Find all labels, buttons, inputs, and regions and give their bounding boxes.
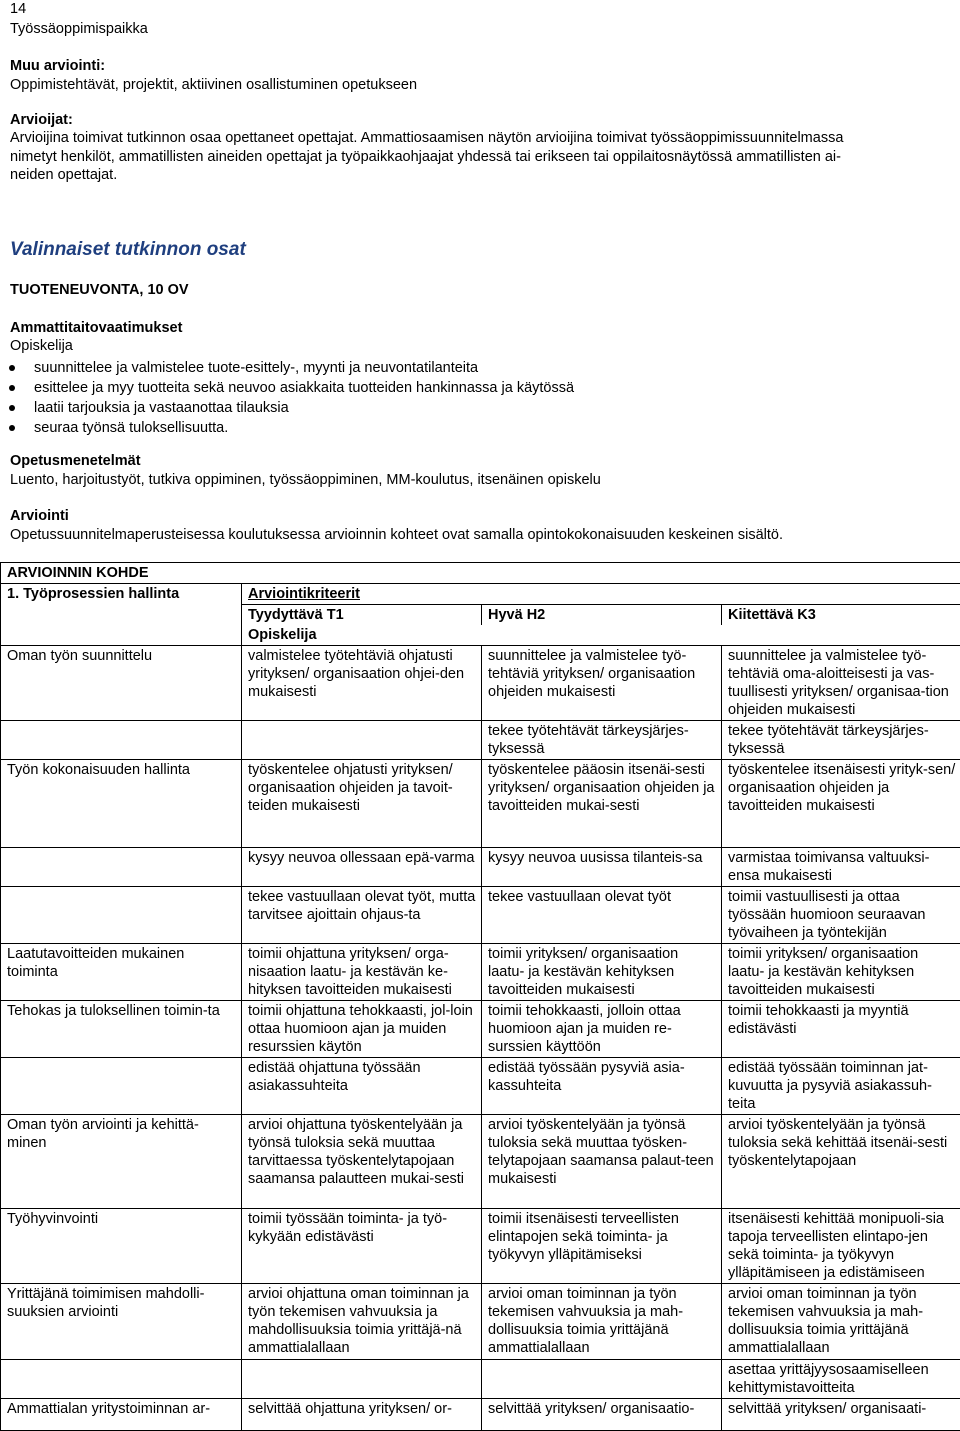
- opetusmenetelmat-text: Luento, harjoitustyöt, tutkiva oppiminen, työssäoppiminen, MM-koulutus, itsenäinen opiskelu: [10, 471, 952, 489]
- empty-cell: [1, 605, 242, 626]
- target-cell: [1, 1058, 242, 1115]
- target-cell: Laatutavoitteiden mukainen toiminta: [1, 944, 242, 1001]
- h2-cell: tekee vastuullaan olevat työt: [482, 887, 722, 944]
- t1-cell: selvittää ohjattuna yrityksen/ or-: [242, 1399, 482, 1431]
- list-item: laatii tarjouksia ja vastaanottaa tilauksia: [10, 399, 952, 419]
- level-h2: Hyvä H2: [482, 605, 722, 626]
- t1-cell: arvioi ohjattuna työskentelyään ja työnsä tuloksia sekä muuttaa tarvittaessa työskentelytapojaan saamansa palautteen mukai-sesti: [242, 1115, 482, 1209]
- h2-cell: toimii itsenäisesti terveellisten elintapojen sekä toiminta- ja työkyvyn ylläpitämiseksi: [482, 1209, 722, 1284]
- t1-cell: työskentelee ohjatusti yrityksen/ organisaation ohjeiden ja tavoit-teiden mukaisesti: [242, 760, 482, 848]
- criteria-rows: [1, 646, 960, 1431]
- target-cell: Yrittäjänä toimimisen mahdolli-suuksien arviointi: [1, 1284, 242, 1360]
- h2-cell: edistää työssään pysyviä asia-kassuhteita: [482, 1058, 722, 1115]
- subject-row: [1, 625, 960, 646]
- h2-cell: suunnittelee ja valmistelee työ-tehtäviä yrityksen/ organisaation ohjeiden mukaisesti: [482, 646, 722, 721]
- criteria-label: Arviointikriteerit: [242, 584, 960, 605]
- table-row: [1, 1001, 960, 1058]
- k3-cell: työskentelee itsenäisesti yrityk-sen/ organisaation ohjeiden ja tavoitteiden mukaisesti: [722, 760, 960, 848]
- h2-cell: tekee työtehtävät tärkeysjärjes-tyksessä: [482, 721, 722, 760]
- target-cell: Työn kokonaisuuden hallinta: [1, 760, 242, 848]
- k3-cell: suunnittelee ja valmistelee työ-tehtäviä oma-aloitteisesti ja vas-tuullisesti yrityksen/ organisaa-tion ohjeiden mukaisesti: [722, 646, 960, 721]
- bullet-icon: [9, 365, 15, 371]
- table-header-row: [1, 584, 960, 605]
- t1-cell: edistää ohjattuna työssään asiakassuhteita: [242, 1058, 482, 1115]
- ammattitaito-subject: Opiskelija: [10, 337, 952, 355]
- bullet-icon: [9, 425, 15, 431]
- k3-cell: arvioi oman toiminnan ja työn tekemisen vahvuuksia ja mah-dollisuuksia toimia yrittäjänä ammattialallaan: [722, 1284, 960, 1360]
- h2-cell: [482, 1360, 722, 1399]
- arviointi-heading: Arviointi: [10, 507, 952, 525]
- ammattitaito-heading: Ammattitaitovaatimukset: [10, 319, 952, 337]
- bullet-icon: [9, 385, 15, 391]
- criteria-table: [0, 562, 960, 1431]
- h2-cell: toimii tehokkaasti, jolloin ottaa huomioon ajan ja muiden re-surssien käyttöön: [482, 1001, 722, 1058]
- k3-cell: selvittää yrityksen/ organisaati-: [722, 1399, 960, 1431]
- table-row: [1, 1115, 960, 1209]
- table-row: [1, 760, 960, 848]
- k3-cell: toimii vastuullisesti ja ottaa työssään huomioon seuraavan työvaiheen ja työntekijän: [722, 887, 960, 944]
- page-number: 14: [10, 0, 952, 18]
- table-row: [1, 1284, 960, 1360]
- h2-cell: työskentelee pääosin itsenäi-sesti yrityksen/ organisaation ohjeiden ja tavoitteiden mukai-sesti: [482, 760, 722, 848]
- section-label: 1. Työprosessien hallinta: [1, 584, 242, 605]
- levels-row: [1, 605, 960, 626]
- h2-cell: selvittää yrityksen/ organisaatio-: [482, 1399, 722, 1431]
- target-cell: Oman työn arviointi ja kehittä-minen: [1, 1115, 242, 1209]
- t1-cell: valmistelee työtehtäviä ohjatusti yrityksen/ organisaation ohjei-den mukaisesti: [242, 646, 482, 721]
- table-row: [1, 1058, 960, 1115]
- muu-text: Oppimistehtävät, projektit, aktiivinen osallistuminen opetukseen: [10, 76, 952, 94]
- target-cell: Työhyvinvointi: [1, 1209, 242, 1284]
- table-title-row: [1, 563, 960, 584]
- arvioijat-line-2: nimetyt henkilöt, ammatillisten aineiden opettajat ja työpaikkaohjaajat yhdessä tai erikseen tai oppilaitosnäytössä ammatillisten ai-: [10, 148, 952, 166]
- section-title: Työssäoppimispaikka: [10, 20, 952, 38]
- target-cell: Oman työn suunnittelu: [1, 646, 242, 721]
- target-cell: [1, 848, 242, 887]
- list-item: esittelee ja myy tuotteita sekä neuvoo asiakkaita tuotteiden hankinnassa ja käytössä: [10, 379, 952, 399]
- module-title: TUOTENEUVONTA, 10 OV: [10, 281, 952, 299]
- h2-cell: arvioi työskentelyään ja työnsä tuloksia sekä muuttaa työsken-telytapojaan saamansa palaut-teen mukaisesti: [482, 1115, 722, 1209]
- k3-cell: toimii yrityksen/ organisaation laatu- ja kestävän kehityksen tavoitteiden mukaisesti: [722, 944, 960, 1001]
- muu-heading: Muu arviointi:: [10, 57, 952, 75]
- k3-cell: itsenäisesti kehittää monipuoli-sia tapoja terveellisten elintapo-jen sekä toiminta- ja työkyvyn ylläpitämiseen ja edistämiseen: [722, 1209, 960, 1284]
- table-subject: Opiskelija: [242, 625, 960, 646]
- h2-cell: toimii yrityksen/ organisaation laatu- ja kestävän kehityksen tavoitteiden mukaisesti: [482, 944, 722, 1001]
- opetusmenetelmat-heading: Opetusmenetelmät: [10, 452, 952, 470]
- target-cell: Ammattialan yritystoiminnan ar-: [1, 1399, 242, 1431]
- target-cell: [1, 1360, 242, 1399]
- t1-cell: tekee vastuullaan olevat työt, mutta tarvitsee ajoittain ohjaus-ta: [242, 887, 482, 944]
- t1-cell: toimii ohjattuna tehokkaasti, jol-loin ottaa huomioon ajan ja muiden resurssien käytön: [242, 1001, 482, 1058]
- k3-cell: tekee työtehtävät tärkeysjärjes-tyksessä: [722, 721, 960, 760]
- t1-cell: arvioi ohjattuna oman toiminnan ja työn tekemisen vahvuuksia ja mahdollisuuksia toimia yrittäjä-nä ammattialallaan: [242, 1284, 482, 1360]
- t1-cell: [242, 721, 482, 760]
- target-cell: Tehokas ja tuloksellinen toimin-ta: [1, 1001, 242, 1058]
- table-row: [1, 721, 960, 760]
- t1-cell: toimii työssään toiminta- ja työ-kykyään edistävästi: [242, 1209, 482, 1284]
- valinnaiset-title: Valinnaiset tutkinnon osat: [10, 241, 952, 259]
- h2-cell: kysyy neuvoa uusissa tilanteis-sa: [482, 848, 722, 887]
- h2-cell: arvioi oman toiminnan ja työn tekemisen vahvuuksia ja mah-dollisuuksia toimia yrittäjänä ammattialallaan: [482, 1284, 722, 1360]
- k3-cell: asettaa yrittäjyysosaamiselleen kehittymistavoitteita: [722, 1360, 960, 1399]
- arviointi-text: Opetussuunnitelmaperusteisessa koulutuksessa arvioinnin kohteet ovat samalla opintokokonaisuuden keskeinen sisältö.: [10, 526, 952, 544]
- empty-cell: [1, 625, 242, 646]
- t1-cell: [242, 1360, 482, 1399]
- arvioijat-line-3: neiden opettajat.: [10, 166, 952, 184]
- target-cell: [1, 721, 242, 760]
- table-row: [1, 646, 960, 721]
- level-t1: Tyydyttävä T1: [242, 605, 482, 626]
- k3-cell: arvioi työskentelyään ja työnsä tuloksia sekä kehittää itsenäi-sesti työskentelytapojaan: [722, 1115, 960, 1209]
- table-row: [1, 1399, 960, 1431]
- table-row: [1, 1360, 960, 1399]
- k3-cell: toimii tehokkaasti ja myyntiä edistävästi: [722, 1001, 960, 1058]
- t1-cell: kysyy neuvoa ollessaan epä-varma: [242, 848, 482, 887]
- arvioijat-line-1: Arvioijina toimivat tutkinnon osaa opettaneet opettajat. Ammattiosaamisen näytön arvioijina toimivat työssäoppimissuunnitelmassa: [10, 129, 952, 147]
- table-title: ARVIOINNIN KOHDE: [1, 563, 960, 584]
- list-item: seuraa työnsä tuloksellisuutta.: [10, 419, 952, 439]
- list-item: suunnittelee ja valmistelee tuote-esittely-, myynti ja neuvontatilanteita: [10, 359, 952, 379]
- table-row: [1, 944, 960, 1001]
- bullet-icon: [9, 405, 15, 411]
- level-k3: Kiitettävä K3: [722, 605, 960, 626]
- t1-cell: toimii ohjattuna yrityksen/ orga-nisaation laatu- ja kestävän ke-hityksen tavoitteiden mukaisesti: [242, 944, 482, 1001]
- table-row: [1, 848, 960, 887]
- arvioijat-heading: Arvioijat:: [10, 111, 952, 129]
- table-row: [1, 887, 960, 944]
- ammattitaito-list: [10, 359, 952, 439]
- table-row: [1, 1209, 960, 1284]
- target-cell: [1, 887, 242, 944]
- k3-cell: varmistaa toimivansa valtuuksi-ensa mukaisesti: [722, 848, 960, 887]
- k3-cell: edistää työssään toiminnan jat-kuvuutta ja pysyviä asiakassuh-teita: [722, 1058, 960, 1115]
